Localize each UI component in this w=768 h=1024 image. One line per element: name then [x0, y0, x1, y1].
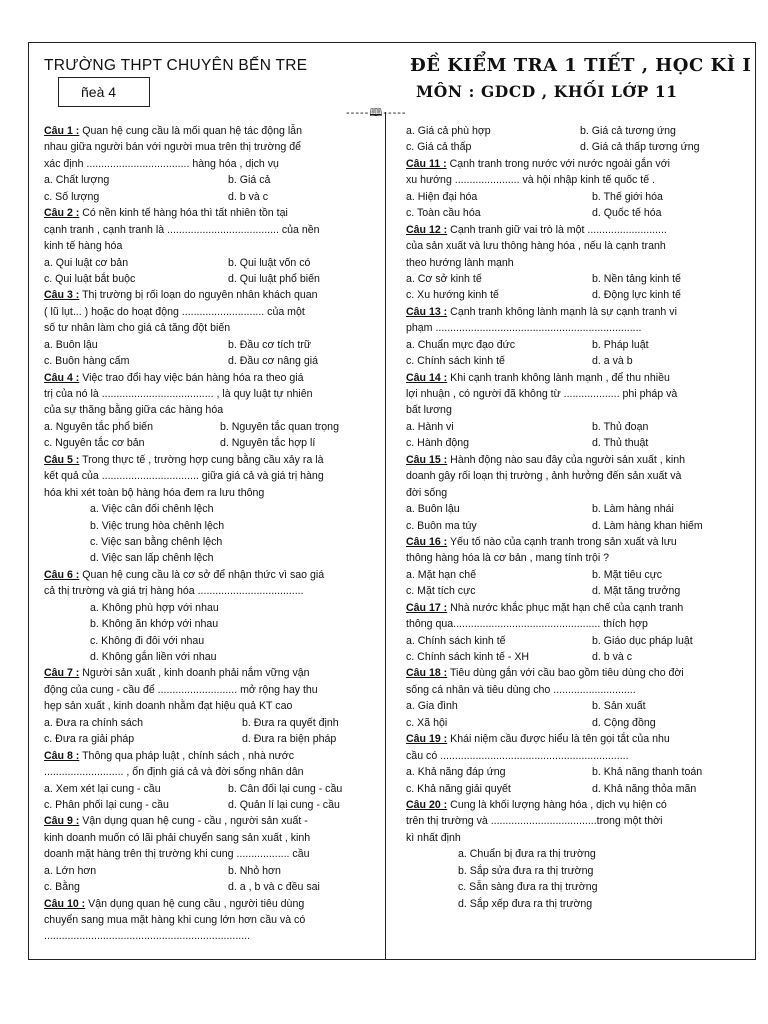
question-number: Câu 11 :: [406, 157, 447, 170]
answer-option: b. Nguyên tắc quan trọng: [220, 420, 339, 433]
question-text: Trong thực tế , trường hợp cung bằng cầu xảy ra là: [79, 453, 324, 466]
answer-option: d. Khả năng thỏa mãn: [592, 782, 697, 795]
answer-option: a. Chính sách kinh tế: [406, 634, 506, 647]
question-text: Thông qua pháp luật , chính sách , nhà nước: [79, 749, 295, 762]
answer-options-row: [406, 698, 728, 714]
question-text: Quan hệ cung cầu là mối quan hệ tác động lẫn: [79, 125, 302, 137]
answer-option: d. Qui luật phổ biến: [228, 272, 320, 285]
answer-options-row: [406, 583, 728, 599]
answer-options-row: [406, 139, 728, 155]
question-text-continued: thông hàng hóa là cơ bản , mang tính trội ?: [406, 552, 610, 565]
question-text: Thị trường bị rối loạn do nguyên nhân khách quan: [79, 289, 318, 302]
answer-option: d. Sắp xếp đưa ra thị trường: [458, 897, 593, 910]
answer-option: c. Khả năng giải quyết: [406, 782, 511, 795]
answer-option: c. Giá cả thấp: [406, 141, 472, 154]
exam-subject: MÔN : GDCD , KHỐI LỚP 11: [416, 82, 678, 101]
answer-option: b. Thủ đoạn: [592, 420, 649, 433]
answer-option: a. Không phù hợp với nhau: [90, 601, 219, 614]
answer-options-row: [406, 287, 728, 303]
question-line: [44, 287, 366, 303]
question-text-continued: số tư nhân làm cho giá cả tăng đột biến: [44, 322, 231, 335]
question-line: [44, 665, 366, 681]
question-text-continued: của sản xuất và lưu thông hàng hóa , nếu là cạnh tranh: [406, 240, 666, 253]
answer-options-row: [406, 189, 728, 205]
question-text: Vận dụng quan hệ cung cầu , người tiêu dùng: [85, 897, 305, 910]
answer-options-row: [406, 715, 728, 731]
answer-option: c. Không đi đôi với nhau: [90, 634, 205, 647]
answer-option: a. Lớn hơn: [44, 864, 97, 877]
answer-option: b. Thế giới hóa: [592, 190, 663, 203]
question-line: [44, 813, 366, 829]
answer-option: b. Nhỏ hơn: [228, 864, 281, 877]
ornament-divider: -----🕮-----: [346, 107, 407, 119]
question-text-continued: xác định ................................... hàng hóa , dịch vụ: [44, 157, 279, 170]
question-text-continued: phạm ......................................................................: [406, 322, 642, 335]
question-number: Câu 18 :: [406, 667, 448, 680]
question-line: [406, 452, 728, 468]
question-text-continued: kinh doanh muốn có lãi phải chuyển sang sản xuất , kinh: [44, 831, 311, 844]
question-text-continued: doanh mặt hàng trên thị trường khi cung .................. cầu: [44, 848, 310, 861]
question-text-continued: kinh tế hàng hóa: [44, 240, 123, 253]
answer-options-row: [44, 172, 366, 188]
answer-options-row: [406, 518, 728, 534]
question-text-continued: bất lương: [406, 404, 452, 417]
answer-option: b. Khả năng thanh toán: [592, 766, 703, 779]
question-text: Khái niệm cầu được hiểu là tên gọi tắt của nhu: [447, 733, 670, 746]
answer-option: b. Nền tảng kinh tế: [592, 272, 681, 285]
exam-code-box: [58, 77, 150, 107]
question-text: Vận dụng quan hệ cung - cầu , người sản xuất -: [79, 815, 308, 828]
answer-options-row: [44, 715, 366, 731]
question-text-continued: thông qua.................................................. thích hợp: [406, 618, 648, 631]
answer-option: b. Giá cả tương ứng: [580, 125, 676, 137]
question-number: Câu 5 :: [44, 453, 80, 466]
answer-option: d. b và c: [228, 190, 269, 203]
answer-option: a. Đưa ra chính sách: [44, 716, 143, 729]
answer-option: a. Chuẩn mực đạo đức: [406, 338, 515, 351]
question-text: Cạnh tranh không lành mạnh là sự cạnh tranh vi: [447, 305, 677, 318]
question-text-continued: cầu có ................................................................: [406, 749, 629, 762]
answer-option: b. Pháp luật: [592, 338, 649, 351]
question-text: Việc trao đổi hay việc bán hàng hóa ra theo giá: [79, 371, 304, 384]
answer-option: b. Việc trung hòa chênh lệch: [90, 519, 225, 532]
answer-option: b. Qui luật vốn có: [228, 256, 311, 269]
answer-option: a. Khả năng đáp ứng: [406, 766, 506, 779]
question-text-continued: ( lũ lụt... ) hoặc do hoạt động ............................ của một: [44, 305, 305, 318]
question-number: Câu 4 :: [44, 371, 80, 384]
answer-option: c. Nguyên tắc cơ bản: [44, 437, 145, 450]
question-line: [44, 205, 366, 221]
answer-option: a. Xem xét lại cung - cầu: [44, 782, 161, 795]
answer-option: b. Không ăn khớp với nhau: [90, 618, 219, 631]
question-text-continued: hẹp sản xuất , kinh doanh nhằm đạt hiệu quả KT cao: [44, 700, 293, 713]
question-text: Yếu tố nào của cạnh tranh trong sản xuất và lưu: [447, 535, 677, 548]
answer-options-row: [406, 337, 728, 353]
exam-title: ĐỀ KIỂM TRA 1 TIẾT , HỌC KÌ I: [410, 55, 752, 76]
answer-options-row: [406, 123, 728, 139]
answer-options-row: [44, 863, 366, 879]
question-number: Câu 15 :: [406, 453, 448, 466]
answer-options-row: [44, 419, 366, 435]
answer-options-row: [406, 205, 728, 221]
answer-option: b. Cân đối lại cung - cầu: [228, 782, 343, 795]
question-text-continued: đời sống: [406, 486, 448, 499]
question-number: Câu 7 :: [44, 667, 80, 680]
question-line: [44, 896, 366, 912]
question-text: Quan hệ cung cầu là cơ sở để nhận thức vì sao giá: [79, 568, 325, 581]
answer-option: d. Quản lí lại cung - cầu: [228, 798, 340, 811]
answer-option: c. Buôn hàng cấm: [44, 355, 130, 368]
question-text-continued: theo hướng lành mạnh: [406, 256, 514, 269]
answer-option: d. Cộng đồng: [592, 716, 656, 729]
answer-option: b. Đầu cơ tích trữ: [228, 338, 311, 351]
answer-option: a. Cơ sở kinh tế: [406, 272, 482, 285]
answer-options-row: [406, 271, 728, 287]
answer-option: a. Nguyên tắc phổ biến: [44, 420, 153, 433]
question-text: Tiêu dùng gắn với cầu bao gồm tiêu dùng cho đời: [447, 667, 684, 680]
answer-option: c. Mặt tích cực: [406, 585, 476, 598]
answer-option: c. Hành động: [406, 437, 470, 450]
exam-code: ñeà 4: [81, 84, 117, 100]
question-text-continued: ......................................................................: [44, 930, 251, 943]
answer-option: d. Đưa ra biện pháp: [242, 733, 337, 746]
question-text-continued: nhau giữa người bán với người mua trên thị trường để: [44, 141, 301, 154]
question-text: Nhà nước khắc phục mặt hạn chế của cạnh tranh: [447, 601, 684, 614]
answer-option: d. Không gắn liền với nhau: [90, 651, 217, 663]
answer-options-row: [406, 764, 728, 780]
answer-options-row: [406, 567, 728, 583]
question-line: [44, 567, 366, 583]
answer-option: a. Gia đình: [406, 700, 458, 713]
answer-option: c. Việc san bằng chênh lệch: [90, 535, 223, 548]
question-line: [44, 123, 366, 139]
question-line: [44, 452, 366, 468]
question-line: [406, 534, 728, 550]
answer-option: b. Mặt tiêu cực: [592, 568, 663, 581]
answer-option: c. Qui luật bắt buộc: [44, 272, 136, 285]
answer-options-row: [406, 419, 728, 435]
answer-option: d. Quốc tế hóa: [592, 207, 662, 220]
answer-option: b. Sắp sửa đưa ra thị trường: [458, 864, 594, 877]
answer-options-row: [44, 189, 366, 205]
question-text: Cung là khối lượng hàng hóa , dịch vụ hiện có: [447, 798, 667, 811]
question-text-continued: cả thị trường và giá trị hàng hóa ....................................: [44, 585, 304, 598]
answer-options-row: [406, 501, 728, 517]
question-line: [406, 156, 728, 172]
answer-option: d. a , b và c đều sai: [228, 881, 320, 894]
question-text: Có nền kinh tế hàng hóa thì tất nhiên tồn tại: [79, 207, 288, 220]
answer-option: a. Chất lượng: [44, 174, 110, 187]
answer-option: c. Buôn ma túy: [406, 519, 477, 532]
answer-options-row: [406, 781, 728, 797]
answer-options-row: [406, 435, 728, 451]
answer-options-row: [44, 879, 366, 895]
answer-option: c. Xã hội: [406, 716, 448, 729]
question-number: Câu 12 :: [406, 223, 448, 236]
answer-option: c. Số lượng: [44, 190, 100, 203]
question-number: Câu 2 :: [44, 207, 80, 220]
question-number: Câu 9 :: [44, 815, 80, 828]
answer-option: d. Mặt tăng trưởng: [592, 585, 681, 598]
question-number: Câu 13 :: [406, 305, 448, 318]
question-text: Cạnh tranh giữ vai trò là một ...........................: [447, 223, 667, 236]
answer-options-row: [44, 271, 366, 287]
question-text-continued: lợi nhuận , có người đã không từ ................... phi pháp và: [406, 388, 678, 400]
answer-option: c. Đưa ra giải pháp: [44, 733, 135, 746]
answer-options-row: [44, 435, 366, 451]
answer-options-row: [406, 649, 728, 665]
answer-option: b. Đưa ra quyết định: [242, 716, 339, 729]
question-line: [406, 600, 728, 616]
answer-option: a. Buôn lậu: [406, 503, 460, 516]
answer-option: c. Chính sách kinh tế - XH: [406, 651, 530, 663]
question-number: Câu 6 :: [44, 568, 80, 581]
question-text-continued: xu hướng ...................... và hội nhập kinh tế quốc tế .: [406, 174, 655, 187]
answer-option: d. b và c: [592, 651, 633, 663]
question-text-continued: kết quả của ................................. giữa giá cả và giá trị hàng: [44, 470, 324, 483]
answer-option: d. Động lực kinh tế: [592, 289, 681, 302]
answer-options-row: [44, 337, 366, 353]
answer-options-row: [406, 633, 728, 649]
question-number: Câu 3 :: [44, 289, 80, 302]
answer-option: a. Mặt hạn chế: [406, 568, 477, 581]
answer-option: c. Xu hướng kinh tế: [406, 289, 499, 302]
answer-options-row: [44, 731, 366, 747]
question-number: Câu 1 :: [44, 125, 80, 137]
left-column: [44, 123, 366, 945]
answer-option: d. Đầu cơ nâng giá: [228, 355, 318, 368]
answer-option: a. Chuẩn bị đưa ra thị trường: [458, 848, 596, 861]
answer-option: b. Giáo dục pháp luật: [592, 634, 693, 647]
question-text-continued: doanh gây rối loạn thị trường , ảnh hưởng đến sản xuất và: [406, 470, 682, 483]
question-text-continued: trên thị trường và ....................................trong một thời: [406, 815, 663, 828]
answer-option: b. Giá cả: [228, 174, 271, 187]
question-text-continued: chuyển sang mua mặt hàng khi cung lớn hơn cầu và có: [44, 914, 306, 926]
answer-option: c. Bằng: [44, 881, 80, 894]
question-number: Câu 16 :: [406, 535, 448, 548]
question-text-continued: sống cá nhân và tiêu dùng cho ............................: [406, 683, 636, 696]
question-text-continued: ........................... , ổn định giá cả và đời sống nhân dân: [44, 766, 304, 779]
answer-option: c. Toàn cầu hóa: [406, 207, 481, 220]
answer-option: d. a và b: [592, 355, 633, 368]
answer-option: a. Việc cân đối chênh lệch: [90, 503, 214, 516]
question-text-continued: trị của nó là ...................................... , là quy luật tự nhiên: [44, 388, 313, 400]
answer-options-row: [44, 797, 366, 813]
question-number: Câu 20 :: [406, 798, 448, 811]
answer-option: a. Giá cả phù hợp: [406, 125, 491, 137]
school-name: TRƯỜNG THPT CHUYÊN BẾN TRE: [44, 57, 308, 74]
question-number: Câu 8 :: [44, 749, 80, 762]
question-line: [406, 370, 728, 386]
question-line: [406, 304, 728, 320]
question-line: [406, 222, 728, 238]
answer-options-row: [44, 255, 366, 271]
answer-options-row: [406, 353, 728, 369]
answer-option: d. Giá cả thấp tương ứng: [580, 141, 700, 154]
answer-option: d. Làm hàng khan hiếm: [592, 519, 703, 532]
answer-option: a. Qui luật cơ bản: [44, 256, 129, 269]
answer-option: a. Hành vi: [406, 420, 454, 433]
question-line: [406, 665, 728, 681]
question-text-continued: kì nhất định: [406, 831, 461, 844]
question-number: Câu 19 :: [406, 733, 448, 746]
answer-option: c. Phân phối lại cung - cầu: [44, 798, 169, 811]
question-number: Câu 10 :: [44, 897, 86, 910]
answer-option: b. Làm hàng nhái: [592, 503, 674, 516]
column-divider: [385, 112, 386, 960]
question-line: [406, 731, 728, 747]
question-text-continued: của sự thăng bằng giữa các hàng hóa: [44, 404, 224, 417]
question-text-continued: động của cung - cầu để ........................... mở rộng hay thu: [44, 683, 318, 696]
answer-option: b. Sản xuất: [592, 700, 646, 713]
answer-option: d. Nguyên tắc hợp lí: [220, 437, 316, 450]
question-text-continued: cạnh tranh , cạnh tranh là ...................................... của nền: [44, 223, 320, 236]
answer-option: a. Buôn lậu: [44, 338, 98, 351]
right-column: [406, 123, 728, 912]
question-number: Câu 14 :: [406, 371, 448, 384]
answer-option: d. Thủ thuật: [592, 437, 649, 450]
question-line: [44, 370, 366, 386]
question-text: Cạnh tranh trong nước với nước ngoài gắn với: [446, 157, 670, 170]
question-text: Người sản xuất , kinh doanh phải nắm vững vận: [79, 667, 310, 680]
answer-option: c. Chính sách kinh tế: [406, 355, 505, 368]
answer-option: c. Sẵn sàng đưa ra thị trường: [458, 881, 598, 894]
answer-option: d. Việc san lấp chênh lệch: [90, 552, 214, 565]
question-text-continued: hóa khi xét toàn bộ hàng hóa đem ra lưu thông: [44, 486, 265, 499]
question-number: Câu 17 :: [406, 601, 448, 614]
question-text: Hành động nào sau đây của người sản xuất , kinh: [447, 453, 686, 466]
answer-options-row: [44, 353, 366, 369]
question-line: [44, 748, 366, 764]
question-text: Khi cạnh tranh không lành mạnh , để thu nhiều: [447, 371, 670, 384]
answer-option: a. Hiện đại hóa: [406, 190, 478, 203]
question-line: [406, 797, 728, 813]
answer-options-row: [44, 781, 366, 797]
